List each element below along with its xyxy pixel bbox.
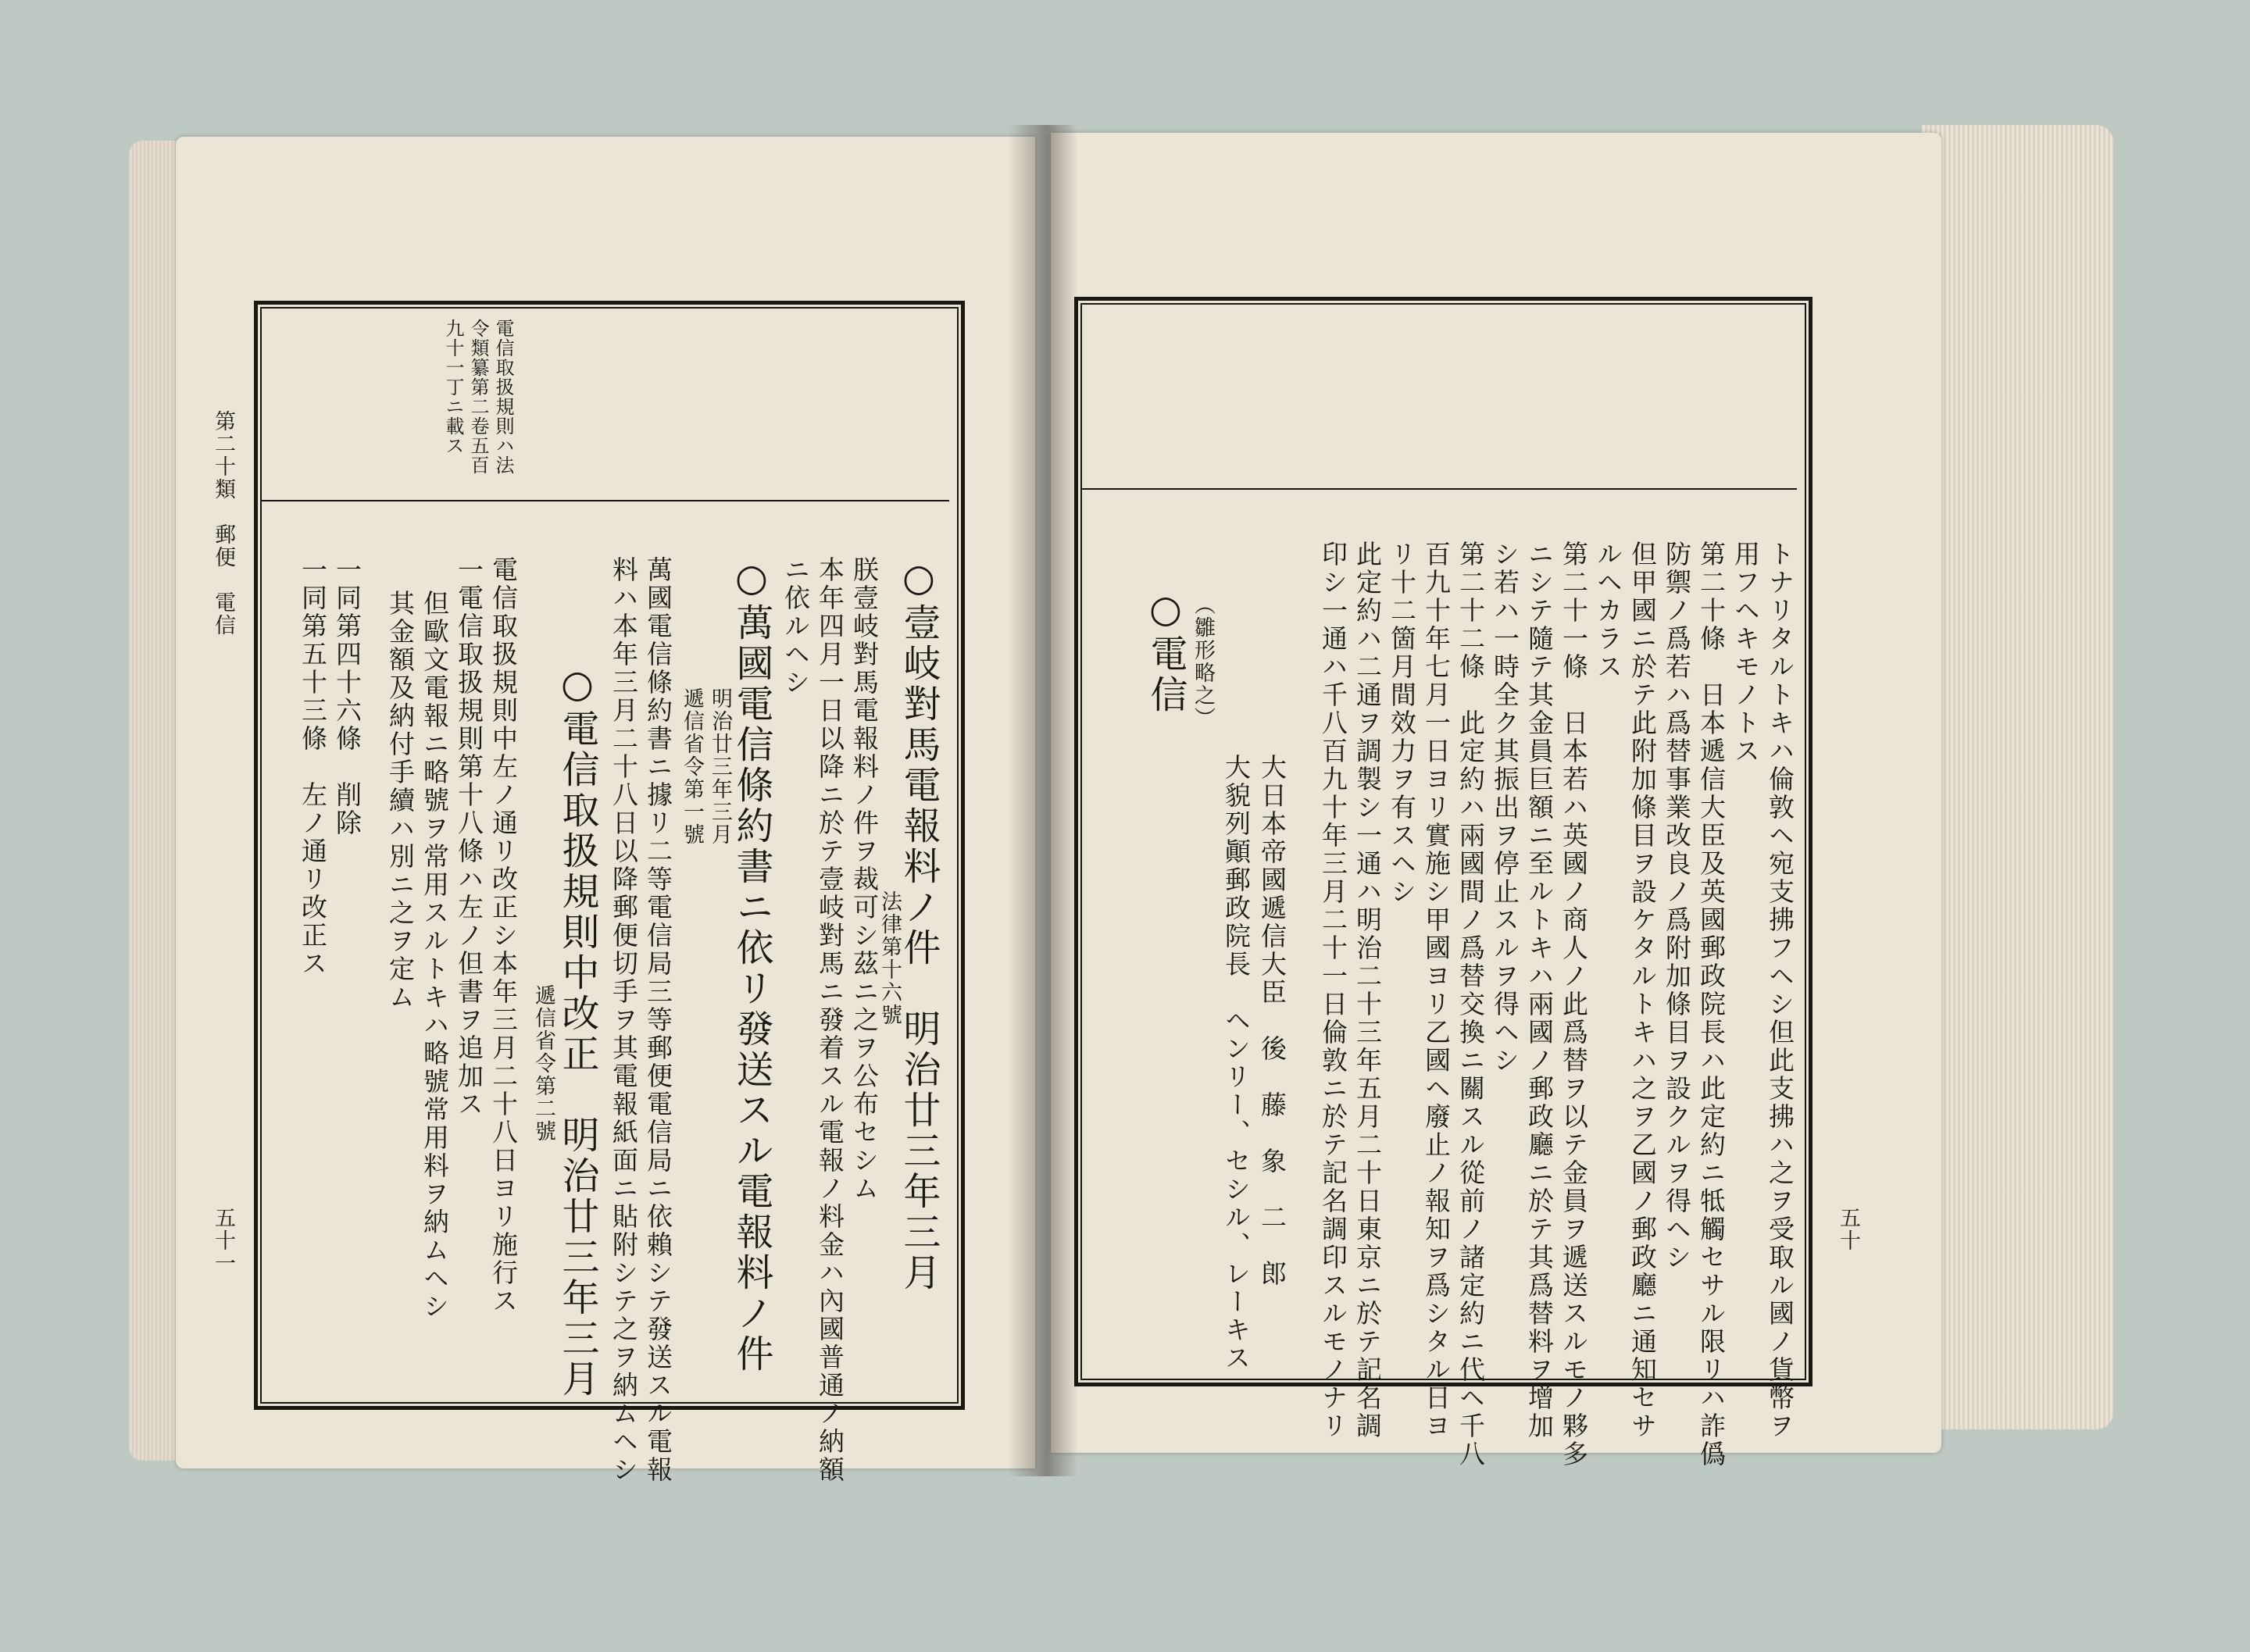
text-line: 此定約ハ二通ヲ調製シ一通ハ明治二十三年五月二十日東京ニ於テ記名調 [1352, 541, 1383, 1440]
text-line: 朕壹岐對馬電報料ノ件ヲ裁可シ茲ニ之ヲ公布セシム [849, 556, 880, 1203]
signatory-britain: 大貌列顚郵政院長 ヘンリー、セシル、レーキス [1221, 754, 1252, 1372]
running-head: 第二十類 郵便 電信 [211, 410, 235, 637]
text-line: 萬國電信條約書ニ據リ二等電信局三等郵便電信局ニ依賴シテ發送スル電報 [643, 556, 673, 1484]
text-line: 百九十年七月一日ヨリ實施シ甲國ヨリ乙國ヘ廢止ノ報知ヲ爲シタル日ヨ [1421, 541, 1452, 1440]
left-headnote-divider [262, 500, 949, 501]
article-21: 第二十一條 日本若ハ英國ノ商人ノ此爲替ヲ以テ金員ヲ遞送スルモノ夥多 [1559, 541, 1589, 1468]
text-line: 一同第五十三條 左ノ通リ改正ス [298, 556, 328, 978]
heading-telegraph: ○電信 [1144, 587, 1188, 715]
ordinance-date: 明治廿三年三月 [708, 687, 732, 846]
right-headnote-divider [1082, 488, 1797, 490]
text-line: 本年四月一日以降ニ於テ壹岐對馬ニ發着スル電報ノ料金ハ內國普通ノ納額 [815, 556, 845, 1484]
page-number-right: 五十 [1836, 1207, 1860, 1252]
text-line: リ十二箇月間效力ヲ有スヘシ [1387, 541, 1417, 906]
text-line: 料ハ本年三月二十八日以降郵便切手ヲ其電報紙面ニ貼附シテ之ヲ納ムヘシ [609, 556, 639, 1484]
headnote-line-1: 電信取扱規則ハ法 [492, 319, 514, 475]
headnote-line-3: 九十一丁ニ載ス [442, 319, 464, 455]
law-number: 法律第十六號 [877, 890, 902, 1026]
book-gutter [1008, 125, 1078, 1476]
ordinance-number: 遞信省令第二號 [531, 984, 555, 1143]
heading-iki-tsushima: ○壹岐對馬電報料ノ件 明治廿三年三月 [897, 556, 941, 1293]
text-line: ニシテ隨テ其金員巨額ニ至ルトキハ兩國ノ郵政廳ニ於テ其爲替料ヲ增加 [1524, 541, 1555, 1440]
text-line: 電信取扱規則中左ノ通リ改正シ本年三月二十八日ヨリ施行ス [488, 556, 519, 1315]
text-line: シ若ハ一時全ク其振出ヲ停止スルヲ得ヘシ [1490, 541, 1520, 1075]
heading-international-telegraph: ○萬國電信條約書ニ依リ發送スル電報料ノ件 [730, 556, 773, 1375]
text-line: 一同第四十六條 削除 [332, 556, 362, 837]
text-line: トナリタルトキハ倫敦ヘ宛支拂フヘシ但此支拂ハ之ヲ受取ル國ノ貨幣ヲ [1765, 541, 1795, 1440]
text-line: ニ依ルヘシ [780, 556, 811, 697]
text-line: 其金額及納付手續ハ別ニ之ヲ定ム [385, 590, 416, 1012]
page-number-left: 五十一 [211, 1207, 235, 1275]
article-20: 第二十條 日本遞信大臣及英國郵政院長ハ此定約ニ牴觸セサル限リハ詐僞 [1696, 541, 1727, 1468]
text-line: 防禦ノ爲若ハ爲替事業改良ノ爲附加條目ヲ設クルヲ得ヘシ [1662, 541, 1692, 1272]
heading-telegraph-rules-amendment: ○電信取扱規則中改正 明治廿三年三月 [555, 662, 599, 1400]
headnote-line-2: 令類纂第二卷五百 [467, 319, 489, 475]
text-line: 一電信取扱規則第十八條ハ左ノ但書ヲ追加ス [454, 556, 484, 1119]
forms-omitted-note: （雛形略之） [1191, 594, 1215, 730]
text-line: ルヘカラス [1593, 541, 1623, 681]
text-line: 印シ一通ハ千八百九十年三月二十一日倫敦ニ於テ記名調印スルモノナリ [1318, 541, 1348, 1440]
text-line: 但歐文電報ニ略號ヲ常用スルトキハ略號常用料ヲ納ムヘシ [420, 590, 450, 1321]
text-line: 但甲國ニ於テ此附加條目ヲ設ケタルトキハ之ヲ乙國ノ郵政廳ニ通知セサ [1627, 541, 1658, 1440]
ordinance-number: 遞信省令第一號 [680, 687, 704, 846]
article-22: 第二十二條 此定約ハ兩國間ノ爲替交換ニ關スル從前ノ諸定約ニ代ヘ千八 [1455, 541, 1486, 1468]
right-page-stack [1922, 125, 2113, 1429]
text-line: 用フヘキモノトス [1730, 541, 1761, 765]
signatory-japan: 大日本帝國遞信大臣 後 藤 象 二 郎 [1257, 754, 1288, 1288]
